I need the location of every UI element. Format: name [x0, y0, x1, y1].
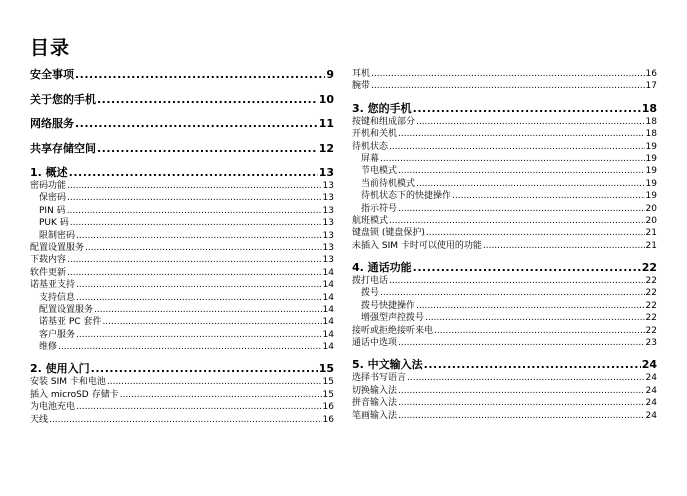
toc-leader-dots — [389, 275, 645, 287]
toc-entry-label: 接听或拒绝接听来电 — [352, 325, 434, 336]
toc-entry-page-number: 19 — [645, 166, 657, 177]
toc-entry-label: 通话中选项 — [352, 338, 398, 349]
toc-leader-dots — [76, 230, 322, 242]
toc-entry[interactable] — [352, 68, 657, 80]
toc-entry[interactable] — [352, 385, 657, 397]
toc-entry[interactable] — [30, 279, 334, 291]
toc-entry-label: 关于您的手机 — [30, 92, 96, 106]
toc-entry[interactable] — [352, 203, 657, 215]
toc-entry-page-number: 24 — [641, 358, 657, 372]
toc-entry-label: 拼音输入法 — [352, 398, 398, 409]
toc-entry-label: 按键和组成部分 — [352, 116, 416, 127]
toc-entry[interactable] — [30, 68, 334, 82]
toc-entry-page-number: 13 — [322, 205, 334, 216]
toc-entry-page-number: 21 — [645, 228, 657, 239]
toc-leader-dots — [389, 141, 645, 153]
toc-entry[interactable] — [30, 142, 334, 156]
toc-entry[interactable] — [352, 128, 657, 140]
toc-entry-label: PIN 码 — [39, 205, 66, 216]
toc-entry-page-number: 12 — [318, 141, 334, 155]
toc-entry-page-number: 24 — [645, 373, 657, 384]
toc-entry-page-number: 15 — [322, 389, 334, 400]
toc-entry-label: 耳机 — [352, 69, 371, 79]
toc-entry-page-number: 23 — [645, 338, 657, 349]
toc-entry-page-number: 16 — [322, 414, 334, 425]
toc-entry[interactable] — [352, 215, 657, 227]
toc-leader-dots — [107, 376, 322, 388]
toc-entry[interactable] — [352, 116, 657, 128]
toc-entry-page-number: 13 — [322, 218, 334, 229]
toc-entry[interactable] — [352, 325, 657, 337]
page-title: 目录 — [30, 37, 71, 59]
toc-entry-page-number: 22 — [641, 261, 657, 275]
toc-entry[interactable] — [30, 217, 334, 229]
toc-entry-page-number: 22 — [645, 300, 657, 311]
toc-leader-dots — [371, 68, 645, 80]
toc-list-left — [30, 68, 334, 426]
toc-entry-label: 限制密码 — [39, 230, 76, 241]
toc-entry[interactable] — [30, 242, 334, 254]
toc-entry-page-number: 24 — [645, 398, 657, 409]
toc-entry[interactable] — [352, 80, 657, 92]
toc-entry[interactable] — [352, 141, 657, 153]
toc-entry-label: 诺基亚支持 — [30, 280, 76, 291]
toc-entry[interactable] — [352, 287, 657, 299]
toc-leader-dots — [97, 142, 318, 156]
toc-entry[interactable] — [352, 240, 657, 252]
toc-entry-page-number: 15 — [318, 362, 334, 376]
toc-entry[interactable] — [352, 153, 657, 165]
toc-leader-dots — [91, 362, 318, 376]
toc-leader-dots — [413, 102, 641, 116]
toc-leader-dots — [398, 128, 645, 140]
toc-leader-dots — [49, 414, 322, 426]
toc-right-column — [352, 68, 657, 422]
toc-entry-page-number: 14 — [322, 329, 334, 340]
toc-entry[interactable] — [30, 205, 334, 217]
toc-leader-dots — [76, 292, 322, 304]
toc-entry-page-number: 19 — [645, 191, 657, 202]
toc-entry-label: 天线 — [30, 414, 49, 425]
toc-entry-label: 配置设置服务 — [39, 304, 94, 315]
toc-entry-page-number: 13 — [322, 230, 334, 241]
toc-entry-page-number: 14 — [322, 304, 334, 315]
toc-entry[interactable] — [352, 261, 657, 275]
toc-entry[interactable] — [352, 337, 657, 349]
toc-entry[interactable] — [30, 267, 334, 279]
toc-leader-dots — [452, 190, 645, 202]
toc-leader-dots — [69, 166, 318, 180]
toc-entry-page-number: 18 — [645, 116, 657, 127]
toc-entry-page-number: 16 — [645, 69, 657, 79]
toc-entry[interactable] — [30, 389, 334, 401]
toc-entry[interactable] — [352, 178, 657, 190]
toc-entry-page-number: 18 — [641, 101, 657, 115]
toc-entry-page-number: 19 — [645, 141, 657, 152]
toc-entry-page-number: 13 — [322, 255, 334, 266]
toc-leader-dots — [371, 80, 645, 92]
toc-entry-label: 增强型声控拨号 — [361, 313, 425, 324]
toc-leader-dots — [413, 261, 641, 275]
toc-entry-page-number: 13 — [318, 166, 334, 179]
toc-entry-page-number: 11 — [318, 117, 334, 130]
toc-entry[interactable] — [352, 312, 657, 324]
toc-entry-page-number: 22 — [645, 288, 657, 299]
toc-entry[interactable] — [352, 227, 657, 239]
toc-entry-label: 航班模式 — [352, 215, 389, 226]
toc-entry-label: 密码功能 — [30, 181, 67, 191]
toc-entry-page-number: 21 — [645, 240, 657, 251]
toc-entry-page-number: 17 — [645, 81, 657, 92]
toc-list-right — [352, 68, 657, 422]
toc-entry-label: 软件更新 — [30, 267, 67, 278]
toc-leader-dots — [416, 300, 645, 312]
toc-entry-label: 维修 — [39, 342, 58, 353]
toc-leader-dots — [70, 217, 322, 229]
toc-leader-dots — [76, 279, 322, 291]
toc-entry[interactable] — [30, 376, 334, 388]
toc-leader-dots — [398, 385, 645, 397]
toc-entry-page-number: 10 — [318, 92, 334, 106]
toc-entry-label: 拨号 — [361, 288, 380, 299]
toc-entry[interactable] — [30, 401, 334, 413]
toc-entry-label: 共享存储空间 — [30, 141, 96, 155]
toc-entry-page-number: 9 — [326, 68, 334, 81]
toc-entry-label: PUK 码 — [39, 218, 69, 229]
toc-entry-page-number: 13 — [322, 181, 334, 191]
toc-entry-page-number: 20 — [645, 203, 657, 214]
toc-leader-dots — [97, 93, 318, 107]
toc-leader-dots — [398, 410, 645, 422]
toc-leader-dots — [483, 240, 645, 252]
toc-leader-dots — [67, 180, 322, 192]
toc-entry-label: 客户服务 — [39, 329, 76, 340]
toc-entry[interactable] — [352, 165, 657, 177]
toc-entry[interactable] — [352, 275, 657, 287]
toc-entry-label: 保密码 — [39, 193, 67, 204]
toc-leader-dots — [67, 254, 322, 266]
toc-entry-label: 拨号快捷操作 — [361, 300, 416, 311]
toc-entry[interactable] — [352, 300, 657, 312]
toc-entry-label: 待机状态下的快捷操作 — [361, 191, 452, 202]
toc-entry-label: 笔画输入法 — [352, 410, 398, 421]
toc-entry-label: 键盘锁 (键盘保护) — [352, 228, 425, 239]
toc-entry[interactable] — [30, 316, 334, 328]
toc-leader-dots — [102, 316, 321, 328]
toc-leader-dots — [398, 337, 645, 349]
toc-leader-dots — [380, 287, 645, 299]
toc-entry[interactable] — [30, 329, 334, 341]
toc-entry-label: 诺基亚 PC 套件 — [39, 317, 102, 328]
toc-entry[interactable] — [30, 93, 334, 107]
toc-leader-dots — [407, 372, 645, 384]
toc-entry-page-number: 15 — [322, 377, 334, 388]
toc-entry-page-number: 14 — [322, 267, 334, 278]
toc-entry-label: 节电模式 — [361, 166, 398, 177]
toc-entry-page-number: 18 — [645, 129, 657, 140]
toc-entry-label: 拨打电话 — [352, 276, 389, 287]
toc-entry-label: 待机状态 — [352, 141, 389, 152]
toc-entry-label: 支持信息 — [39, 292, 76, 303]
toc-entry[interactable] — [30, 341, 334, 353]
toc-entry-page-number: 14 — [322, 280, 334, 291]
toc-leader-dots — [398, 397, 645, 409]
toc-entry[interactable] — [30, 414, 334, 426]
toc-entry-label: 配置设置服务 — [30, 242, 85, 253]
toc-entry-label: 未插入 SIM 卡时可以使用的功能 — [352, 240, 482, 251]
toc-leader-dots — [426, 227, 645, 239]
toc-entry[interactable] — [352, 372, 657, 384]
toc-entry[interactable] — [352, 190, 657, 202]
toc-leader-dots — [398, 165, 645, 177]
toc-entry-page-number: 13 — [322, 193, 334, 204]
toc-entry-page-number: 22 — [645, 276, 657, 287]
toc-entry[interactable] — [352, 102, 657, 116]
toc-entry-label: 5. 中文输入法 — [352, 358, 423, 372]
toc-leader-dots — [434, 325, 645, 337]
toc-leader-dots — [67, 205, 322, 217]
toc-entry-page-number: 14 — [322, 342, 334, 353]
toc-leader-dots — [85, 242, 322, 254]
toc-entry[interactable] — [30, 166, 334, 180]
toc-entry-label: 切换输入法 — [352, 385, 398, 396]
toc-entry-page-number: 16 — [322, 402, 334, 413]
toc-entry-label: 插入 microSD 存储卡 — [30, 389, 119, 400]
toc-entry-page-number: 24 — [645, 385, 657, 396]
toc-entry-label: 腕带 — [352, 81, 371, 92]
toc-entry-page-number: 20 — [645, 215, 657, 226]
toc-entry-label: 2. 使用入门 — [30, 362, 90, 376]
toc-entry[interactable] — [30, 117, 334, 131]
toc-entry-label: 安装 SIM 卡和电池 — [30, 377, 106, 388]
toc-entry[interactable] — [30, 254, 334, 266]
toc-leader-dots — [389, 215, 645, 227]
toc-entry-label: 4. 通话功能 — [352, 261, 412, 275]
toc-leader-dots — [67, 192, 322, 204]
toc-entry[interactable] — [30, 362, 334, 376]
toc-entry-label: 当前待机模式 — [361, 178, 416, 189]
toc-entry[interactable] — [30, 292, 334, 304]
toc-entry-page-number: 14 — [322, 317, 334, 328]
toc-leader-dots — [94, 304, 322, 316]
toc-leader-dots — [58, 341, 322, 353]
toc-entry-label: 指示符号 — [361, 203, 398, 214]
toc-entry-page-number: 22 — [645, 313, 657, 324]
toc-entry[interactable] — [30, 304, 334, 316]
toc-leader-dots — [67, 267, 322, 279]
toc-entry-label: 屏幕 — [361, 153, 380, 164]
toc-leader-dots — [75, 68, 325, 82]
toc-entry[interactable] — [352, 358, 657, 372]
toc-entry-label: 开机和关机 — [352, 129, 398, 140]
toc-leader-dots — [398, 203, 645, 215]
toc-leader-dots — [75, 117, 318, 131]
toc-entry-page-number: 19 — [645, 178, 657, 189]
toc-entry-label: 选择书写语言 — [352, 373, 407, 384]
toc-leader-dots — [120, 389, 322, 401]
toc-leader-dots — [416, 116, 645, 128]
toc-leader-dots — [380, 153, 645, 165]
toc-entry-page-number: 22 — [645, 325, 657, 336]
toc-entry-label: 1. 概述 — [30, 166, 68, 179]
toc-entry[interactable] — [352, 397, 657, 409]
toc-entry[interactable] — [30, 230, 334, 242]
toc-leader-dots — [76, 329, 322, 341]
toc-entry-label: 网络服务 — [30, 117, 74, 130]
toc-entry-page-number: 19 — [645, 153, 657, 164]
toc-entry[interactable] — [30, 192, 334, 204]
toc-leader-dots — [425, 312, 645, 324]
toc-leader-dots — [416, 178, 645, 190]
toc-entry-page-number: 24 — [645, 410, 657, 421]
toc-entry-page-number: 14 — [322, 292, 334, 303]
toc-entry-label: 为电池充电 — [30, 402, 76, 413]
toc-leader-dots — [76, 401, 322, 413]
toc-entry[interactable] — [30, 180, 334, 192]
toc-entry[interactable] — [352, 410, 657, 422]
toc-entry-label: 3. 您的手机 — [352, 101, 412, 115]
toc-left-column — [30, 68, 334, 426]
toc-entry-label: 安全事项 — [30, 68, 74, 81]
toc-entry-label: 下载内容 — [30, 255, 67, 266]
toc-entry-page-number: 13 — [322, 242, 334, 253]
toc-leader-dots — [424, 358, 641, 372]
